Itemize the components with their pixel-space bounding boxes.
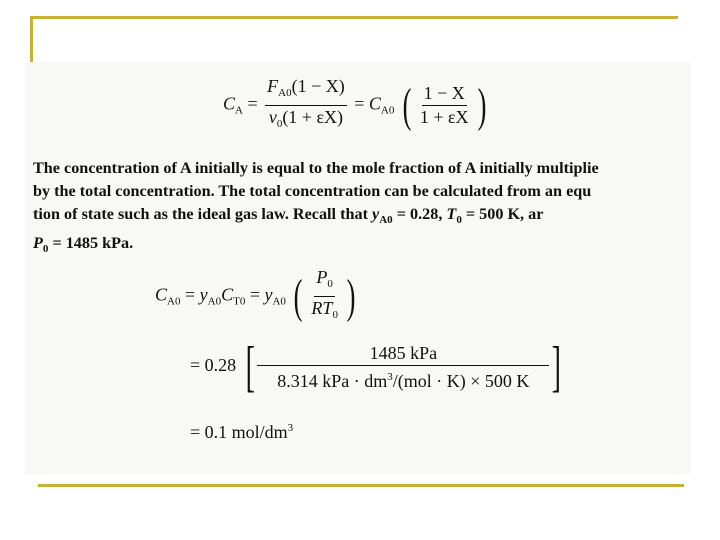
eq4-result: = 0.1 mol/dm: [190, 422, 288, 442]
eq2-c-sub: A0: [167, 295, 181, 308]
frame-top-rule: [30, 16, 678, 19]
line3-y: y: [372, 205, 380, 223]
eq3-den-a: 8.314 kPa · dm: [277, 370, 388, 391]
eq3-fraction: [257, 343, 549, 392]
eq1-lhs-sub: A: [235, 104, 243, 117]
initial-concentration-equation: $C_{A0} = y_{A0}C_{T0} = y_{A0}$ ( $\frac{P_0}{RT_0}$ ): [155, 267, 359, 326]
paragraph-line-3: [33, 203, 691, 232]
eq2-y2: y: [264, 284, 273, 305]
eq3-den-b: /(mol · K) × 500 K: [392, 370, 530, 391]
eq3-den-sup: 3: [387, 370, 393, 383]
line3-text-a: tion of state such as the ideal gas law. Recall that: [33, 205, 373, 223]
numeric-substitution-equation: [190, 336, 566, 398]
line3-text-b: = 0.28,: [392, 205, 447, 223]
eq1-den-rest: (1 + εX): [282, 107, 344, 127]
eq1-paren-group: ( $\frac{1 - X}{1 + \varepsilon X}$ ): [402, 78, 486, 132]
eq3-num: 1485 kPa: [257, 343, 549, 366]
final-result-equation: [190, 422, 293, 443]
eq2-den-sub: 0: [332, 309, 338, 321]
eq1-fraction2: [418, 83, 471, 128]
paragraph-line-2: by the total concentration. The total concentration can be calculated from an equ: [33, 182, 592, 200]
eq1-rhs-sub: A0: [380, 104, 395, 117]
eq1-frac2-den: 1 + εX: [419, 107, 469, 127]
scanned-textbook-excerpt: [25, 62, 691, 474]
eq2-paren-group: ( $\frac{P_0}{RT_0}$ ): [290, 267, 358, 326]
eq2-y: y: [199, 284, 208, 305]
eq3-coefficient: = 0.28: [190, 355, 237, 376]
line3-t: T: [446, 205, 457, 223]
eq2-ct: C: [221, 284, 234, 305]
eq2-num-sub: 0: [327, 278, 333, 290]
eq1-lhs: C: [223, 93, 236, 114]
eq2-ct-sub: T0: [233, 295, 246, 308]
explanation-paragraph: [33, 157, 691, 261]
eq2-den: RT: [311, 298, 333, 318]
eq1-den-sub: 0: [276, 118, 283, 130]
eq4-sup: 3: [287, 422, 294, 434]
frame-bottom-rule: [38, 484, 684, 487]
concentration-equation: $C_A$ = $\frac{F_{A0}(1 - X)}{v_0(1 + \varepsilon X)}$ = $C_{A0}$ ( $\frac{1 - X}{1 + \varepsilon X}$ ): [223, 76, 490, 135]
eq3-bracket-group: [ $\frac{\text{1485 kPa}}{8.314 kPa \cdot dm^3/(mol \cdot K) \times 500 K}$ ]: [245, 336, 562, 398]
line4-p: P: [33, 234, 43, 252]
eq1-num-var: F: [267, 76, 279, 96]
eq1-num-rest: (1 − X): [291, 76, 345, 96]
eq2-fraction: [309, 267, 340, 326]
paragraph-line-4: [33, 232, 691, 261]
line3-text-c: = 500 K, ar: [461, 205, 544, 223]
frame-left-rule: [30, 16, 33, 62]
line3-t-sub: 0: [456, 214, 462, 226]
eq2-c: C: [155, 284, 168, 305]
paragraph-line-1: The concentration of A initially is equal to the mole fraction of A initially multiplie: [33, 159, 599, 177]
eq2-y-sub: A0: [207, 295, 222, 308]
eq3-den: [275, 366, 531, 392]
line4-p-sub: 0: [42, 243, 49, 255]
eq2-num: P: [316, 267, 328, 287]
eq1-fraction: [265, 76, 347, 135]
eq1-den-var: v: [268, 107, 277, 127]
line3-y-sub: A0: [379, 214, 393, 226]
eq1-num-sub: A0: [278, 87, 292, 99]
eq1-frac2-num: 1 − X: [422, 83, 467, 106]
eq2-y2-sub: A0: [272, 295, 286, 308]
line4-text: = 1485 kPa.: [48, 234, 134, 252]
eq1-rhs: C: [368, 93, 381, 114]
